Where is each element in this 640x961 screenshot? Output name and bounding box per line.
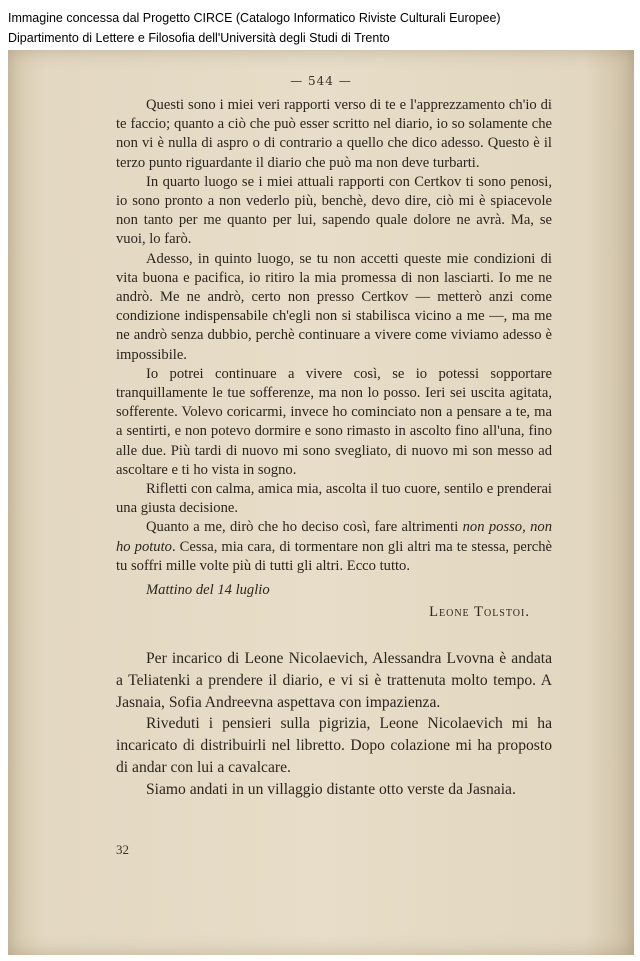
paragraph: Io potrei continuare a vivere così, se io potessi sopportare tranquillamente le tue sofferenze, ma non lo posso. Ieri sei uscita agitata, sofferente. Volevo coricarmi, invece ho cominciato non a pensare a te, ma a sentirti, e non potevo dormire e sono rimasto in ascolto fino all'una, fino alle due. Più tardi di nuovo mi sono svegliato, di nuovo mi son messo ad ascoltare e ti ho vista in sogno. — [116, 365, 552, 478]
dateline: Mattino del 14 luglio — [146, 582, 270, 598]
paragraph: Quanto a me, dirò che ho deciso così, fare altrimenti non posso, non ho potuto. Cessa, mia cara, di tormentare non gli altri ma te stessa, perchè tu soffri mille volte più di tutti gli altri. Ecco tutto. — [116, 519, 553, 574]
diary-text — [116, 648, 552, 801]
paragraph: Per incarico di Leone Nicolaevich, Alessandra Lvovna è andata a Teliatenki a prendere il diario, e vi si è trattenuta molto tempo. A Jasnaia, Sofia Andreevna aspettava con impazienza. — [116, 650, 552, 711]
paragraph: Rifletti con calma, amica mia, ascolta il tuo cuore, sentilo e prenderai una giusta decisione. — [116, 481, 552, 517]
paragraph: In quarto luogo se i miei attuali rapporti con Certkov ti sono penosi, io sono pronto a non vederlo più, benchè, devo dire, ciò mi è spiacevole non tanto per me quanto per lui, sapendo quale dolore ne avrà. Ma, se vuoi, lo farò. — [116, 173, 552, 248]
paragraph: Adesso, in quinto luogo, se tu non accetti queste mie condizioni di vita buona e pacifica, io ritiro la mia promessa di non lasciarti. Io me ne andrò. Me ne andrò, certo non presso Certkov — metterò anzi come condizione indispensabile ch'egli non si stabilisca vicino a me —, ma me ne andrò senza dubbio, perchè continuare a vivere come viviamo adesso è impossibile. — [116, 250, 552, 363]
signature-mark: 32 — [116, 842, 129, 857]
paragraph: Questi sono i miei veri rapporti verso di te e l'apprezzamento ch'io di te faccio; quanto a ciò che può esser scritto nel diario, io so solamente che non vi è nulla di aspro o di contrario a quello che dico adesso. Questo è il terzo punto riguardante il diario che può ma non deve turbarti. — [116, 97, 552, 171]
paragraph: Riveduti i pensieri sulla pigrizia, Leone Nicolaevich mi ha incaricato di distribuirli nel libretto. Dopo colazione mi ha proposto di andar con lui a cavalcare. — [116, 715, 552, 776]
paragraph: Siamo andati in un villaggio distante otto verste da Jasnaia. — [146, 780, 516, 798]
image-credit — [8, 8, 628, 48]
italic-phrase: non posso, non ho potuto — [116, 519, 552, 555]
scanned-page — [8, 50, 634, 955]
credit-line-2: Dipartimento di Lettere e Filosofia dell'Università degli Studi di Trento — [8, 31, 390, 45]
credit-line-1: Immagine concessa dal Progetto CIRCE (Catalogo Informatico Riviste Culturali Europee) — [8, 11, 501, 25]
page-number: — 544 — — [290, 74, 352, 88]
letter-text — [116, 96, 552, 576]
signature: Leone Tolstoi. — [429, 604, 530, 620]
